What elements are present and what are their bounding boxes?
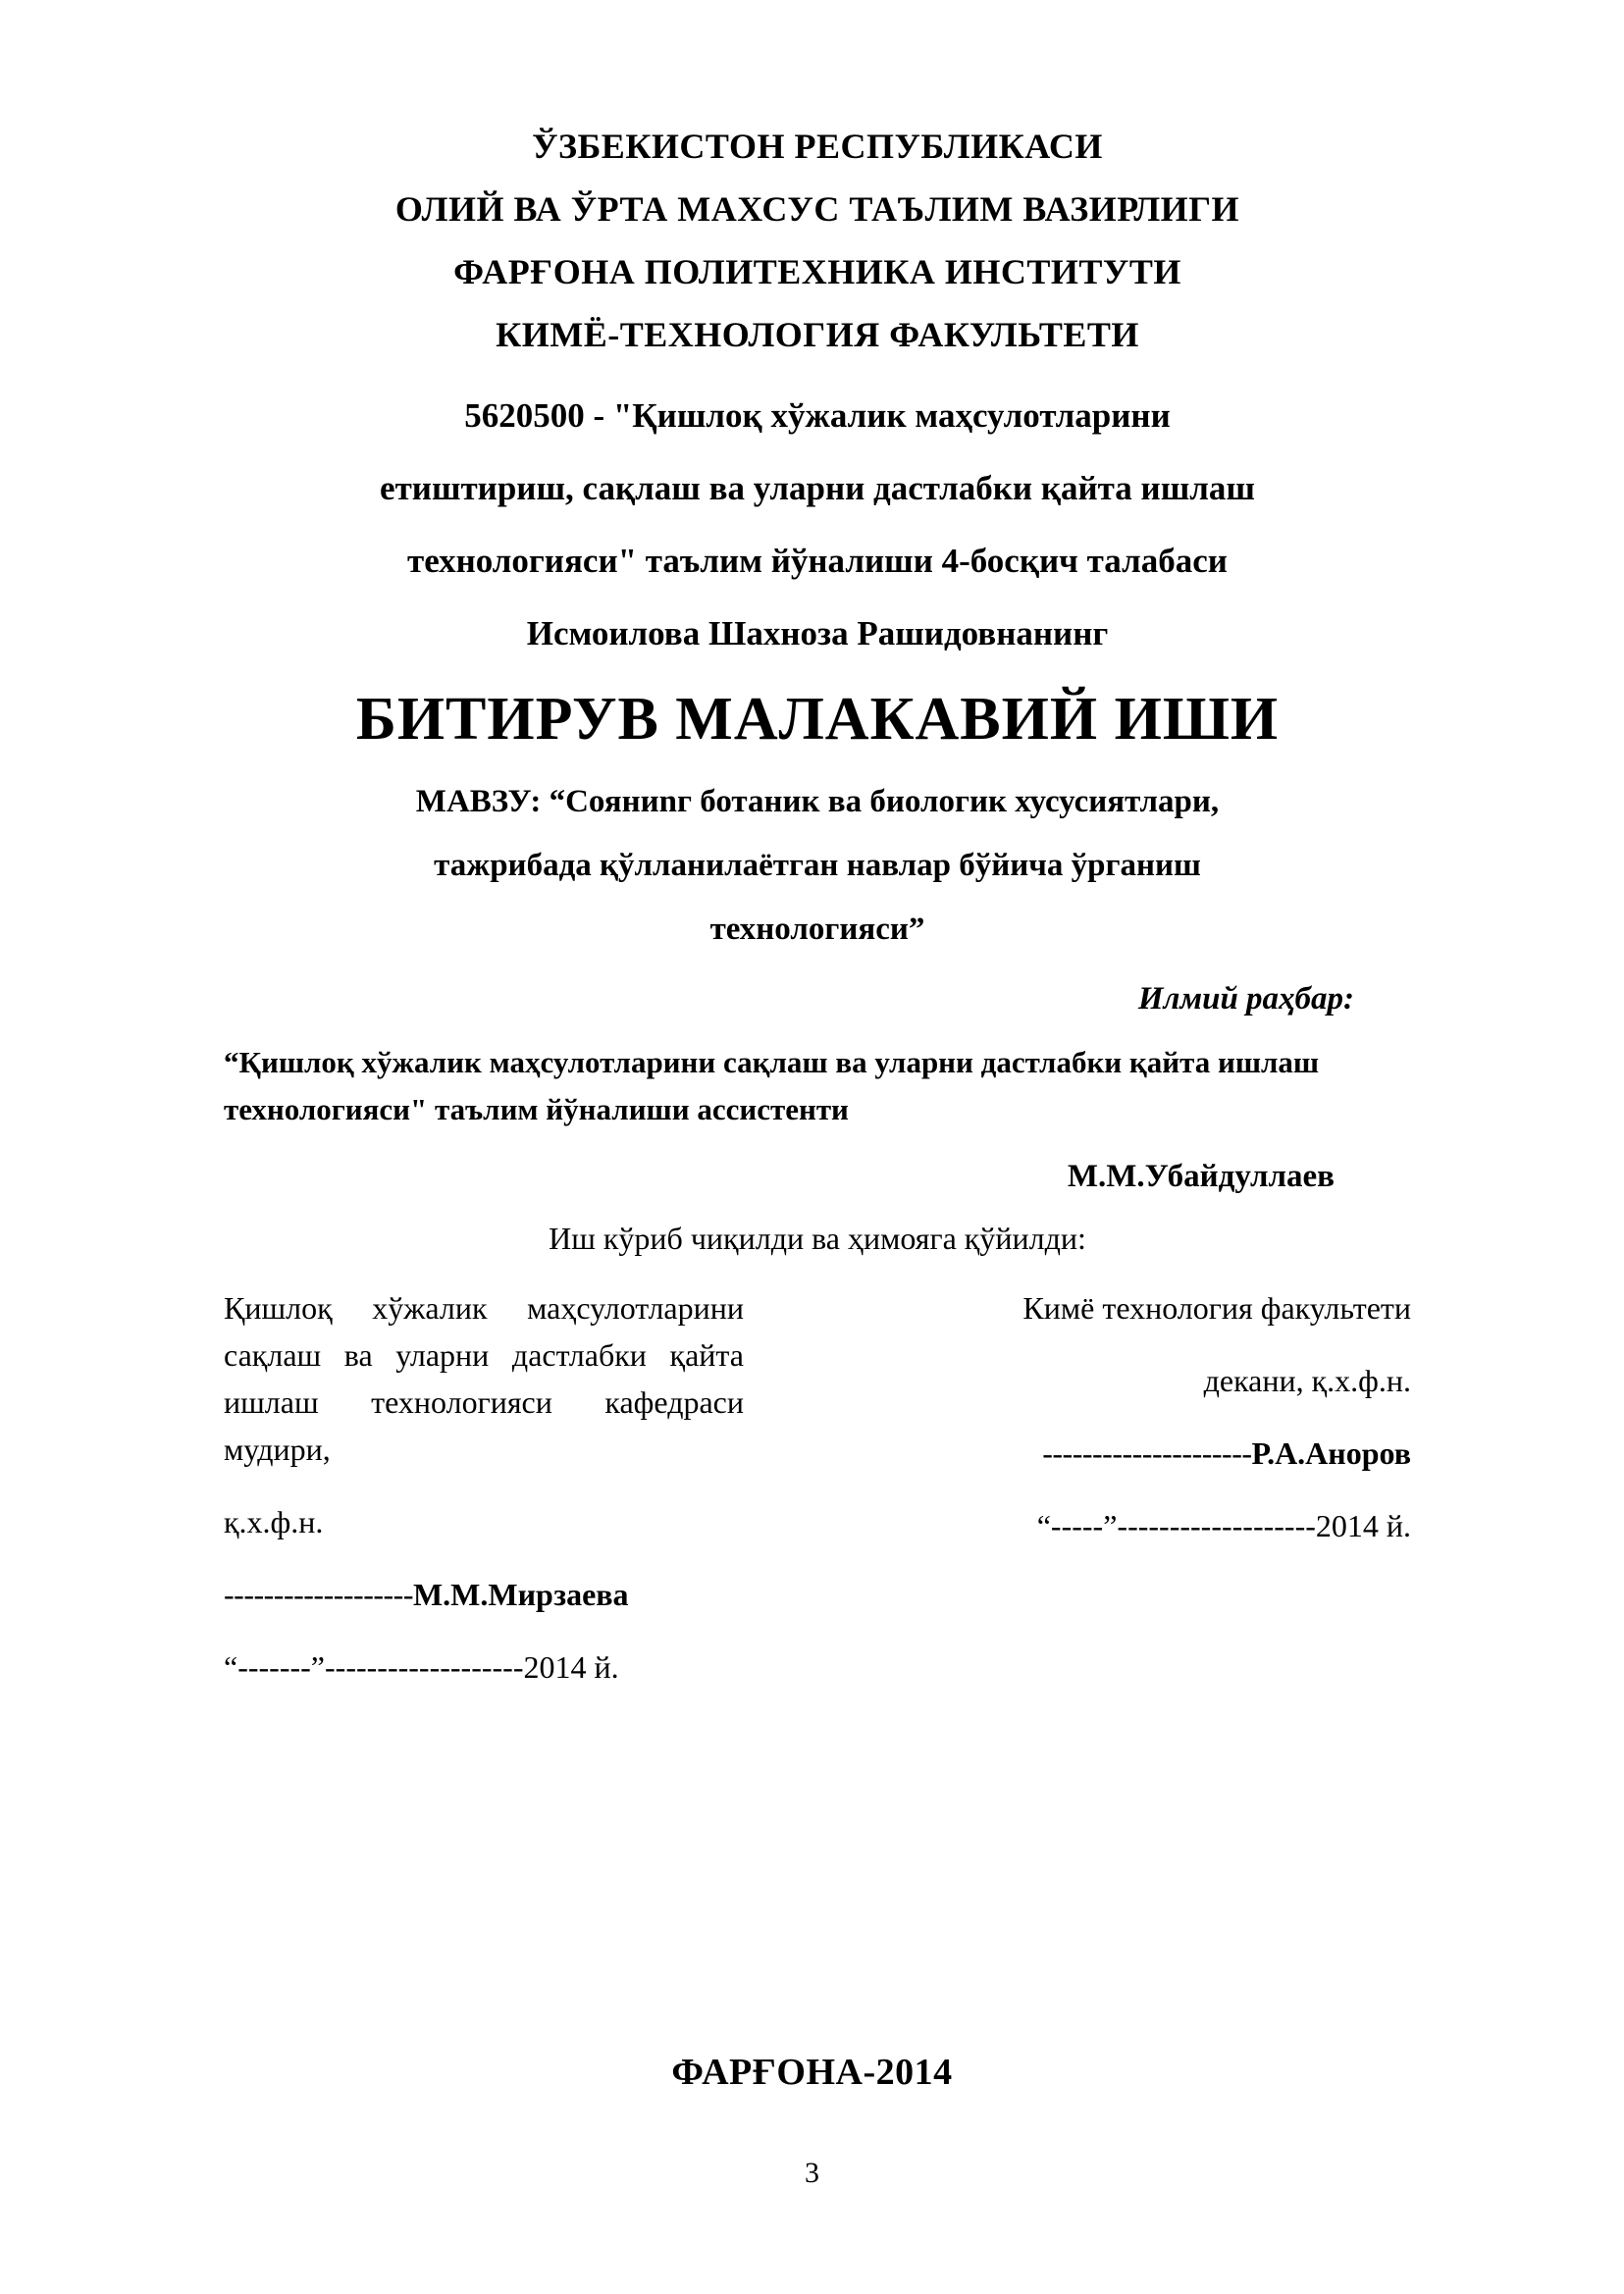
left-signer-name: М.М.Мирзаева — [412, 1577, 629, 1613]
advisor-label: Илмий раҳбар: — [1137, 981, 1354, 1017]
advisor-description-line-2: ишлаш технологияси" таълим йўналиши ассистенти — [224, 1045, 1320, 1127]
left-degree-text: қ.х.ф.н. — [224, 1504, 324, 1540]
signature-block — [224, 1284, 1411, 1716]
footer-city-year: ФАРҒОНА-2014 — [671, 2052, 953, 2093]
left-dashes: ------------------- — [224, 1577, 413, 1613]
subject-block — [224, 784, 1411, 948]
page-number: 3 — [805, 2157, 819, 2189]
right-signer-name: Р.А.Аноров — [1251, 1435, 1411, 1472]
left-date-line: “-------”-------------------2014 й. — [224, 1649, 619, 1686]
right-role-text: Кимё технология факультети — [1022, 1290, 1411, 1327]
review-notice: Иш кўриб чиқилди ва ҳимояга қўйилди: — [549, 1221, 1086, 1257]
header-line-republic: ЎЗБЕКИСТОН РЕСПУБЛИКАСИ — [532, 127, 1103, 166]
header-line-faculty: КИМЁ-ТЕХНОЛОГИЯ ФАКУЛЬТЕТИ — [496, 315, 1139, 354]
signature-column-right — [891, 1284, 1411, 1716]
program-line-1: 5620500 - "Қишлоқ хўжалик маҳсулотларини — [464, 396, 1171, 435]
program-block — [224, 396, 1411, 653]
advisor-description-line-1: “Қишлоқ хўжалик маҳсулотларини сақлаш ва уларни дастлабки қайта — [224, 1045, 1211, 1080]
page-title: БИТИРУВ МАЛАКАВИЙ ИШИ — [355, 686, 1280, 753]
right-date-line: “-----”-------------------2014 й. — [1036, 1508, 1411, 1544]
advisor-description — [224, 1039, 1411, 1133]
institution-header — [224, 126, 1411, 355]
right-dashes: --------------------- — [1042, 1435, 1252, 1472]
left-signature-line — [224, 1571, 744, 1618]
right-signature-line — [891, 1430, 1411, 1477]
student-name: Исмоилова Шахноза Рашидовнанинг — [526, 614, 1109, 652]
header-line-institute: ФАРҒОНА ПОЛИТЕХНИКА ИНСТИТУТИ — [453, 252, 1181, 291]
subject-line-2: тажрибада қўлланилаётган навлар бўйича ўрганиш — [434, 848, 1201, 884]
program-line-3: технологияси" таълим йўналиши 4-босқич талабаси — [407, 542, 1228, 580]
page-content — [224, 0, 1411, 1716]
header-line-ministry: ОЛИЙ ВА ЎРТА МАХСУС ТАЪЛИМ ВАЗИРЛИГИ — [394, 189, 1240, 229]
signature-column-left — [224, 1284, 744, 1716]
program-line-2: етиштириш, сақлаш ва уларни дастлабки қайта ишлаш — [380, 469, 1255, 507]
subject-line-1: МАВЗУ: “Сояниnг ботаник ва биологик хусусиятлари, — [415, 784, 1220, 820]
advisor-block — [224, 981, 1411, 1195]
right-degree-text: декани, қ.х.ф.н. — [1203, 1363, 1411, 1399]
subject-line-3: технологияси” — [709, 912, 925, 948]
left-role-text: Қишлоқ хўжалик маҳсулотларини сақлаш ва уларни дастлабки қайта ишлаш технологияси кафедраси мудири, — [224, 1290, 744, 1468]
advisor-name: М.М.Убайдуллаев — [1067, 1159, 1335, 1195]
